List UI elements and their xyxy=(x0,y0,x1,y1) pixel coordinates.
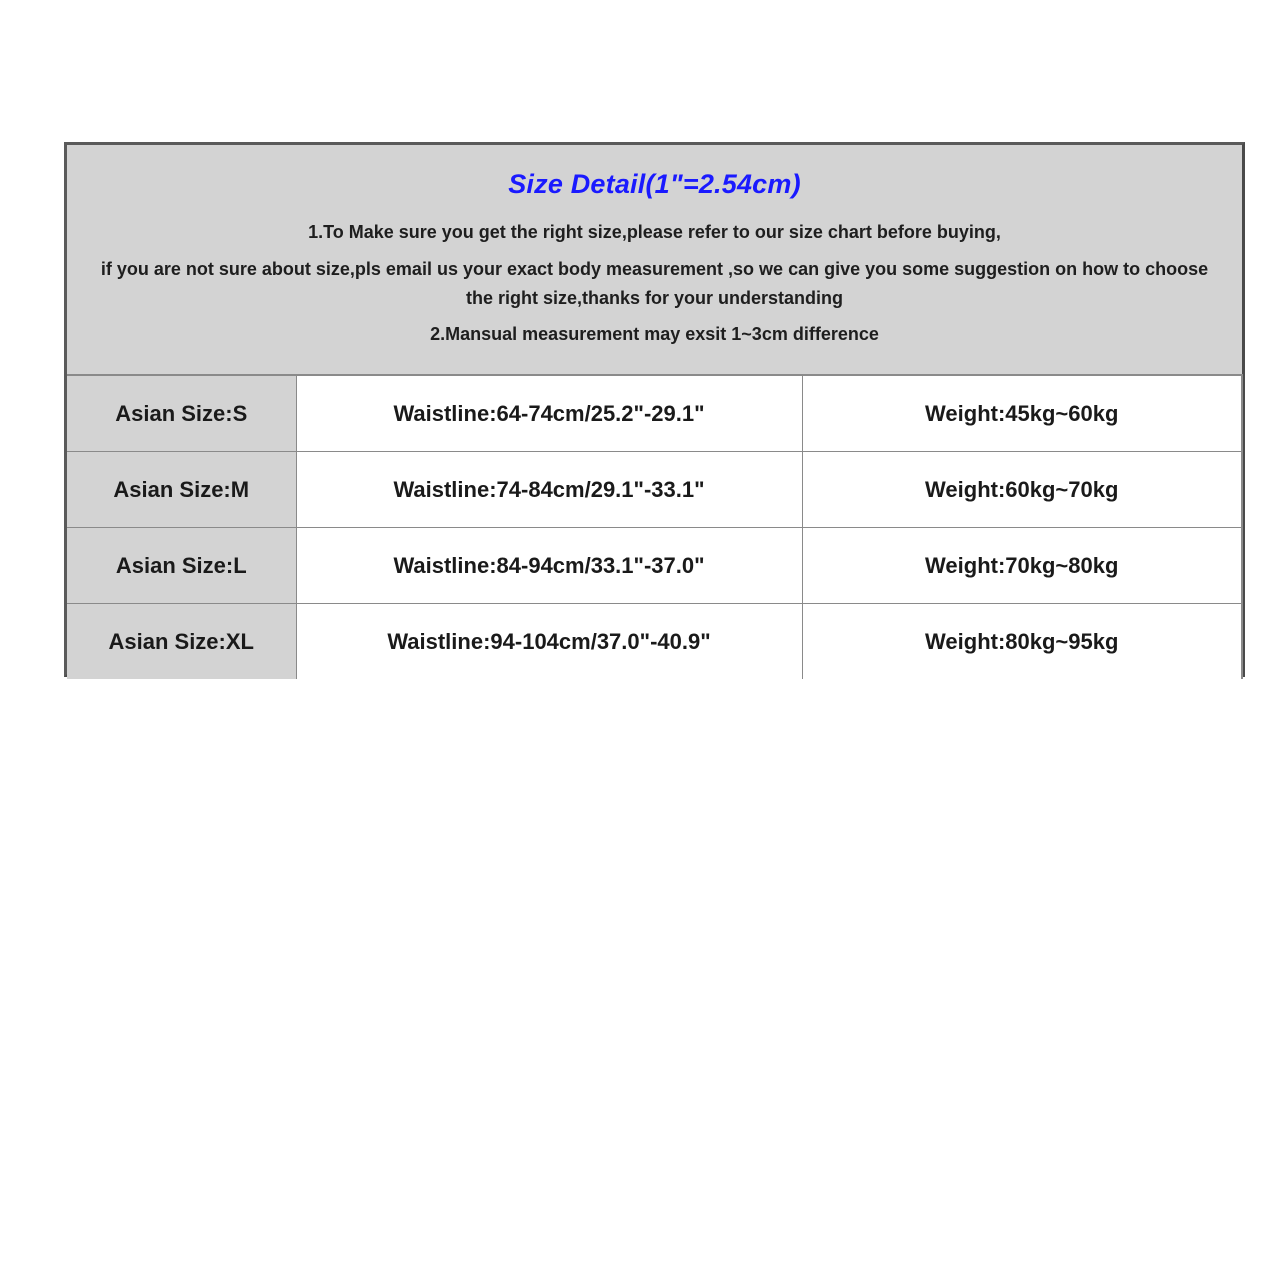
weight-cell: Weight:70kg~80kg xyxy=(802,528,1242,604)
size-table xyxy=(67,374,1243,679)
size-label-cell: Asian Size:L xyxy=(67,528,296,604)
sizing-note-1: 1.To Make sure you get the right size,please refer to our size chart before buying, xyxy=(308,222,1001,242)
waistline-cell: Waistline:74-84cm/29.1"-33.1" xyxy=(296,452,802,528)
waistline-cell: Waistline:64-74cm/25.2"-29.1" xyxy=(296,375,802,452)
weight-cell: Weight:60kg~70kg xyxy=(802,452,1242,528)
size-chart-title: Size Detail(1"=2.54cm) xyxy=(508,169,801,199)
size-label-cell: Asian Size:M xyxy=(67,452,296,528)
size-chart-card xyxy=(64,142,1245,677)
sizing-note-2: if you are not sure about size,pls email us your exact body measurement ,so we can give you some suggestion on how to choose the right size,thanks for your understanding xyxy=(100,259,1209,308)
waistline-cell: Waistline:84-94cm/33.1"-37.0" xyxy=(296,528,802,604)
table-row xyxy=(67,604,1242,680)
waistline-cell: Waistline:94-104cm/37.0"-40.9" xyxy=(296,604,802,680)
weight-cell: Weight:80kg~95kg xyxy=(802,604,1242,680)
table-row xyxy=(67,375,1242,452)
size-chart-header xyxy=(67,145,1242,374)
table-row xyxy=(67,528,1242,604)
size-label-cell: Asian Size:XL xyxy=(67,604,296,680)
size-label-cell: Asian Size:S xyxy=(67,375,296,452)
measurement-difference-note: 2.Mansual measurement may exsit 1~3cm difference xyxy=(430,324,879,344)
weight-cell: Weight:45kg~60kg xyxy=(802,375,1242,452)
table-row xyxy=(67,452,1242,528)
